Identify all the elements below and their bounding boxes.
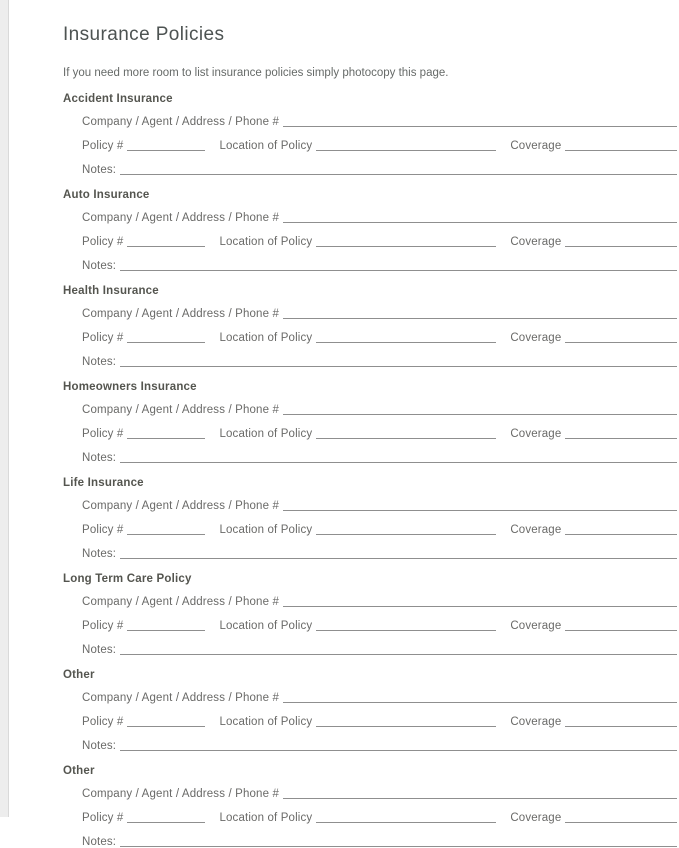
notes-field-line [120,262,677,271]
notes-label: Notes: [82,356,117,368]
policy-number-field-line [127,718,205,727]
notes-label: Notes: [82,260,117,272]
company-row [82,116,677,128]
company-row [82,308,677,320]
section-heading: Auto Insurance [63,189,150,201]
coverage-field-line [565,814,677,823]
section-heading: Long Term Care Policy [63,573,192,585]
company-field-line [283,118,677,127]
policy-number-field-line [127,334,205,343]
location-of-policy-field-line [316,814,496,823]
coverage-label: Coverage [510,332,562,344]
notes-field-line [120,454,677,463]
policy-number-field-line [127,142,205,151]
notes-field-line [120,838,677,847]
sections-container [63,93,677,848]
insurance-section [63,93,677,176]
location-of-policy-field-line [316,622,496,631]
notes-row [82,164,677,176]
notes-label: Notes: [82,836,117,848]
policy-row [82,812,677,824]
coverage-label: Coverage [510,812,562,824]
policy-number-field-line [127,622,205,631]
coverage-label: Coverage [510,236,562,248]
policy-number-field-line [127,238,205,247]
coverage-field-line [565,334,677,343]
company-row [82,692,677,704]
insurance-section [63,189,677,272]
policy-row [82,332,677,344]
company-field-line [283,406,677,415]
policy-row [82,620,677,632]
coverage-field-line [565,526,677,535]
coverage-label: Coverage [510,140,562,152]
notes-row [82,836,677,848]
page-left-edge [0,0,9,817]
insurance-section [63,669,677,752]
location-of-policy-label: Location of Policy [219,716,313,728]
notes-label: Notes: [82,740,117,752]
coverage-field-line [565,238,677,247]
notes-label: Notes: [82,548,117,560]
company-label: Company / Agent / Address / Phone # [82,308,280,320]
page-title: Insurance Policies [63,24,225,45]
policy-row [82,140,677,152]
company-field-line [283,214,677,223]
policy-number-field-line [127,430,205,439]
notes-field-line [120,166,677,175]
company-label: Company / Agent / Address / Phone # [82,788,280,800]
policy-number-label: Policy # [82,524,124,536]
coverage-label: Coverage [510,620,562,632]
company-label: Company / Agent / Address / Phone # [82,500,280,512]
company-field-line [283,310,677,319]
policy-number-field-line [127,814,205,823]
insurance-section [63,381,677,464]
notes-row [82,356,677,368]
location-of-policy-label: Location of Policy [219,524,313,536]
company-label: Company / Agent / Address / Phone # [82,692,280,704]
company-label: Company / Agent / Address / Phone # [82,596,280,608]
company-field-line [283,502,677,511]
notes-label: Notes: [82,644,117,656]
company-field-line [283,694,677,703]
company-row [82,596,677,608]
location-of-policy-label: Location of Policy [219,428,313,440]
notes-row [82,548,677,560]
section-heading: Accident Insurance [63,93,173,105]
location-of-policy-field-line [316,718,496,727]
notes-field-line [120,646,677,655]
location-of-policy-label: Location of Policy [219,236,313,248]
section-heading: Other [63,669,95,681]
location-of-policy-field-line [316,334,496,343]
notes-field-line [120,358,677,367]
coverage-field-line [565,622,677,631]
location-of-policy-label: Location of Policy [219,332,313,344]
notes-label: Notes: [82,452,117,464]
coverage-label: Coverage [510,428,562,440]
policy-row [82,716,677,728]
coverage-field-line [565,430,677,439]
policy-number-label: Policy # [82,332,124,344]
notes-row [82,452,677,464]
company-field-line [283,790,677,799]
company-row [82,212,677,224]
company-row [82,404,677,416]
location-of-policy-field-line [316,238,496,247]
coverage-label: Coverage [510,524,562,536]
insurance-section [63,477,677,560]
coverage-field-line [565,718,677,727]
policy-number-label: Policy # [82,716,124,728]
location-of-policy-label: Location of Policy [219,140,313,152]
policy-row [82,524,677,536]
policy-row [82,428,677,440]
location-of-policy-label: Location of Policy [219,812,313,824]
policy-number-label: Policy # [82,812,124,824]
notes-label: Notes: [82,164,117,176]
section-heading: Other [63,765,95,777]
company-row [82,788,677,800]
company-label: Company / Agent / Address / Phone # [82,404,280,416]
policy-number-label: Policy # [82,140,124,152]
notes-row [82,260,677,272]
section-heading: Life Insurance [63,477,144,489]
coverage-field-line [565,142,677,151]
location-of-policy-field-line [316,430,496,439]
company-row [82,500,677,512]
company-label: Company / Agent / Address / Phone # [82,212,280,224]
notes-row [82,644,677,656]
policy-number-field-line [127,526,205,535]
company-field-line [283,598,677,607]
insurance-section [63,573,677,656]
company-label: Company / Agent / Address / Phone # [82,116,280,128]
location-of-policy-field-line [316,526,496,535]
policy-number-label: Policy # [82,620,124,632]
section-heading: Homeowners Insurance [63,381,197,393]
policy-row [82,236,677,248]
notes-field-line [120,550,677,559]
section-heading: Health Insurance [63,285,159,297]
location-of-policy-label: Location of Policy [219,620,313,632]
coverage-label: Coverage [510,716,562,728]
location-of-policy-field-line [316,142,496,151]
insurance-section [63,765,677,848]
policy-number-label: Policy # [82,428,124,440]
policy-number-label: Policy # [82,236,124,248]
intro-text: If you need more room to list insurance policies simply photocopy this page. [63,67,449,79]
notes-row [82,740,677,752]
insurance-section [63,285,677,368]
notes-field-line [120,742,677,751]
